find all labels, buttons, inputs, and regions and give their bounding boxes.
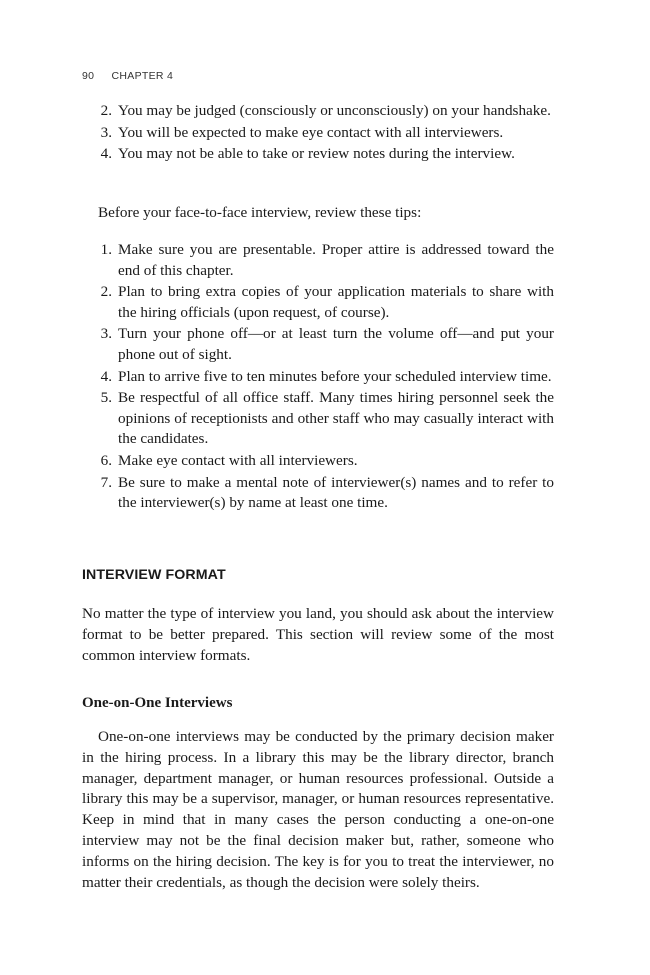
list-item-text: Make sure you are presentable. Proper attire is addressed toward the end of this chapter. bbox=[118, 241, 554, 279]
section-paragraph: No matter the type of interview you land, you should ask about the interview format to be better prepared. This section will review some of the most common interview formats. bbox=[82, 605, 554, 664]
list-item bbox=[82, 451, 554, 472]
list-item bbox=[82, 240, 554, 281]
list-item-number: 2. bbox=[100, 283, 112, 301]
list-item bbox=[82, 367, 554, 388]
list-item-text: Plan to bring extra copies of your application materials to share with the hiring officials (upon request, of course). bbox=[118, 283, 554, 321]
tips-list bbox=[82, 240, 554, 515]
list-item-number: 2. bbox=[100, 102, 112, 119]
page-number: 90 bbox=[82, 70, 95, 82]
list-item bbox=[82, 123, 554, 144]
list-item-text: Make eye contact with all interviewers. bbox=[118, 451, 358, 469]
section-heading: INTERVIEW FORMAT bbox=[82, 567, 226, 583]
list-item bbox=[82, 388, 554, 450]
list-item-text: You will be expected to make eye contact with all interviewers. bbox=[118, 123, 504, 141]
list-item-number: 1. bbox=[100, 241, 112, 258]
list-item bbox=[82, 144, 554, 165]
subsection-paragraph: One-on-one interviews may be conducted by the primary decision maker in the hiring process. In a library this may be the library director, branch manager, department manager, or human resources professional. Outside a library this may be a supervisor, manager, or human resources representative. Keep in mind that in many cases the person conducting a one-on-one interview may not be the final decision maker but, rather, someone who informs on the hiring decision. The key is for you to treat the interviewer, no matter their credentials, as though the decision were solely theirs. bbox=[82, 728, 554, 891]
list-item bbox=[82, 324, 554, 365]
list-item bbox=[82, 282, 554, 323]
tips-intro: Before your face-to-face interview, review these tips: bbox=[98, 204, 422, 221]
list-item-text: Be respectful of all office staff. Many times hiring personnel seek the opinions of receptionists and other staff who may casually interact with the candidates. bbox=[118, 389, 554, 448]
list-item-text: You may not be able to take or review notes during the interview. bbox=[118, 145, 515, 163]
running-head bbox=[82, 70, 173, 82]
list-item-number: 5. bbox=[100, 389, 112, 407]
list-item-text: You may be judged (consciously or unconsciously) on your handshake. bbox=[118, 102, 551, 119]
list-item bbox=[82, 473, 554, 514]
list-item-number: 7. bbox=[100, 473, 112, 491]
list-item-number: 3. bbox=[100, 123, 112, 141]
continued-list bbox=[82, 101, 554, 166]
list-item-text: Turn your phone off—or at least turn the volume off—and put your phone out of sight. bbox=[118, 325, 554, 363]
list-item-number: 3. bbox=[100, 325, 112, 343]
list-item-number: 4. bbox=[100, 145, 112, 163]
list-item-text: Plan to arrive five to ten minutes before your scheduled interview time. bbox=[118, 367, 552, 385]
list-item-text: Be sure to make a mental note of interviewer(s) names and to refer to the interviewer(s) by name at least one time. bbox=[118, 473, 554, 512]
subsection-heading: One-on-One Interviews bbox=[82, 695, 233, 711]
chapter-label: CHAPTER 4 bbox=[111, 70, 174, 82]
list-item-number: 4. bbox=[100, 367, 112, 385]
list-item bbox=[82, 101, 554, 122]
list-item-number: 6. bbox=[100, 451, 112, 469]
